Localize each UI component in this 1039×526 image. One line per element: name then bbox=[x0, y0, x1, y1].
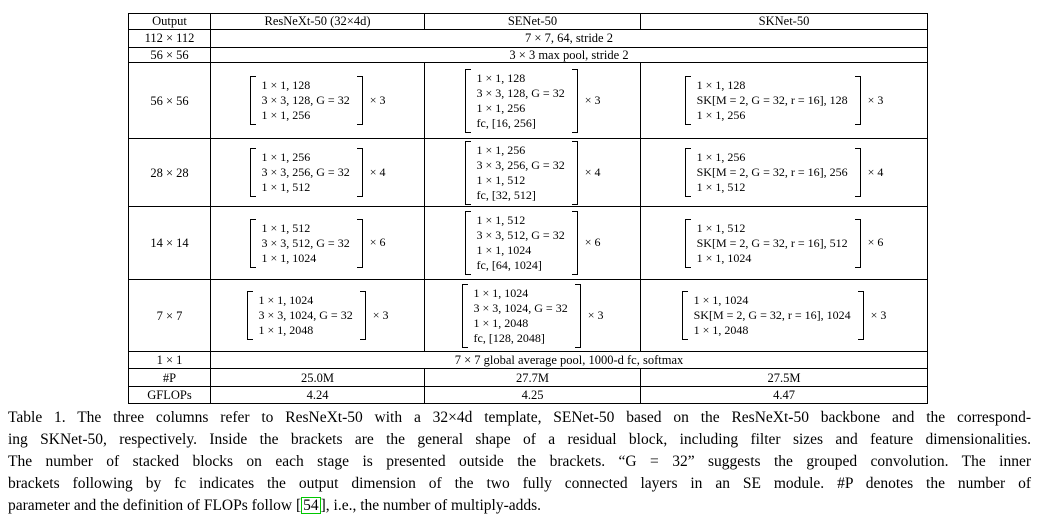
block-line: 3 × 3, 512, G = 32 bbox=[261, 235, 350, 250]
block-line: 1 × 1, 256 bbox=[261, 150, 311, 165]
bracket-right-icon bbox=[357, 219, 363, 268]
residual-block bbox=[250, 76, 386, 125]
params-label: #P bbox=[129, 369, 211, 387]
caption-line: brackets following by fc indicates the output dimension of the two fully connected layers in an SE module. #P denotes the number of bbox=[8, 475, 1031, 492]
block-multiplier: × 3 bbox=[369, 92, 386, 107]
block-line: SK[M = 2, G = 32, r = 16], 512 bbox=[696, 235, 848, 250]
resnext-block-cell bbox=[211, 280, 425, 352]
bracket-right-icon bbox=[360, 291, 366, 340]
residual-block bbox=[685, 219, 884, 268]
bracket-right-icon bbox=[575, 284, 581, 348]
stage-row-7 bbox=[129, 280, 928, 352]
sknet-block-cell bbox=[641, 63, 928, 139]
block-line: 1 × 1, 256 bbox=[696, 150, 746, 165]
resnext-block-cell bbox=[211, 207, 425, 280]
sknet-block-cell bbox=[641, 207, 928, 280]
stem-conv-cell: 7 × 7, 64, stride 2 bbox=[211, 30, 928, 48]
header-sknet: SKNet-50 bbox=[641, 14, 928, 30]
bracket-right-icon bbox=[572, 141, 578, 205]
block-line: 3 × 3, 128, G = 32 bbox=[261, 93, 350, 108]
block-multiplier: × 3 bbox=[584, 92, 601, 107]
block-line: 1 × 1, 2048 bbox=[258, 323, 314, 338]
block-line: SK[M = 2, G = 32, r = 16], 1024 bbox=[693, 308, 851, 323]
block-line: 1 × 1, 512 bbox=[476, 213, 526, 228]
block-multiplier: × 4 bbox=[584, 164, 601, 179]
block-line: 3 × 3, 1024, G = 32 bbox=[473, 300, 568, 315]
resnext-block-cell bbox=[211, 63, 425, 139]
block-line: 1 × 1, 512 bbox=[696, 180, 746, 195]
block-line: 1 × 1, 2048 bbox=[693, 323, 749, 338]
bracket-right-icon bbox=[572, 211, 578, 275]
block-line: 1 × 1, 1024 bbox=[476, 243, 532, 258]
caption-line: The number of stacked blocks on each stage is presented outside the brackets. “G = 32” suggests the grouped convolution. The inner bbox=[8, 453, 1031, 470]
caption-line: Table 1. The three columns refer to ResNeXt-50 with a 32×4d template, SENet-50 based on the ResNeXt-50 backbone and the correspond- bbox=[8, 409, 1031, 426]
block-line: 3 × 3, 512, G = 32 bbox=[476, 228, 565, 243]
block-multiplier: × 3 bbox=[870, 307, 887, 322]
bracket-right-icon bbox=[357, 148, 363, 197]
senet-block-cell bbox=[425, 280, 641, 352]
bracket-right-icon bbox=[855, 76, 861, 125]
gflops-label: GFLOPs bbox=[129, 387, 211, 404]
residual-block bbox=[682, 291, 887, 340]
block-line: 1 × 1, 256 bbox=[261, 108, 311, 123]
block-line: 1 × 1, 128 bbox=[476, 70, 526, 85]
output-size-cell: 7 × 7 bbox=[129, 280, 211, 352]
block-line: 3 × 3, 256, G = 32 bbox=[476, 157, 565, 172]
block-multiplier: × 3 bbox=[587, 307, 604, 322]
block-line: 1 × 1, 1024 bbox=[693, 293, 749, 308]
architecture-table bbox=[128, 13, 928, 404]
caption-line bbox=[8, 495, 1031, 517]
caption-line: ing SKNet-50, respectively. Inside the brackets are the general shape of a residual block, including filter sizes and feature dimensionalities. bbox=[8, 431, 1031, 448]
block-line: 1 × 1, 256 bbox=[476, 142, 526, 157]
senet-block-cell bbox=[425, 207, 641, 280]
bracket-right-icon bbox=[855, 219, 861, 268]
residual-block bbox=[250, 148, 386, 197]
table-caption bbox=[8, 407, 1031, 517]
block-line: 1 × 1, 512 bbox=[261, 180, 311, 195]
params-value-senet: 27.7M bbox=[425, 369, 641, 387]
classifier-cell: 7 × 7 global average pool, 1000-d fc, softmax bbox=[211, 352, 928, 369]
block-line: fc, [16, 256] bbox=[476, 115, 536, 130]
block-line: 1 × 1, 1024 bbox=[473, 285, 529, 300]
block-multiplier: × 6 bbox=[369, 235, 386, 250]
stem-row-maxpool bbox=[129, 48, 928, 63]
block-multiplier: × 6 bbox=[584, 235, 601, 250]
block-line: 1 × 1, 512 bbox=[476, 172, 526, 187]
block-line: 3 × 3, 128, G = 32 bbox=[476, 85, 565, 100]
stage-row-56 bbox=[129, 63, 928, 139]
block-multiplier: × 6 bbox=[867, 235, 884, 250]
block-line: 1 × 1, 512 bbox=[261, 220, 311, 235]
block-line: fc, [32, 512] bbox=[476, 187, 536, 202]
block-multiplier: × 3 bbox=[372, 307, 389, 322]
block-line: 1 × 1, 128 bbox=[696, 78, 746, 93]
citation-link[interactable]: 54 bbox=[303, 497, 319, 514]
residual-block bbox=[465, 141, 601, 205]
gflops-row bbox=[129, 387, 928, 404]
params-value-resnext: 25.0M bbox=[211, 369, 425, 387]
classifier-row bbox=[129, 352, 928, 369]
output-size-cell: 56 × 56 bbox=[129, 63, 211, 139]
gflops-value-resnext: 4.24 bbox=[211, 387, 425, 404]
gflops-value-senet: 4.25 bbox=[425, 387, 641, 404]
header-resnext: ResNeXt-50 (32×4d) bbox=[211, 14, 425, 30]
output-size-cell: 56 × 56 bbox=[129, 48, 211, 63]
residual-block bbox=[462, 284, 604, 348]
block-line: 1 × 1, 1024 bbox=[696, 250, 752, 265]
block-line: 1 × 1, 2048 bbox=[473, 315, 529, 330]
residual-block bbox=[250, 219, 386, 268]
bracket-right-icon bbox=[858, 291, 864, 340]
residual-block bbox=[465, 211, 601, 275]
bracket-right-icon bbox=[572, 69, 578, 133]
block-line: SK[M = 2, G = 32, r = 16], 256 bbox=[696, 165, 848, 180]
block-line: 3 × 3, 1024, G = 32 bbox=[258, 308, 353, 323]
block-line: SK[M = 2, G = 32, r = 16], 128 bbox=[696, 93, 848, 108]
header-senet: SENet-50 bbox=[425, 14, 641, 30]
senet-block-cell bbox=[425, 139, 641, 207]
stem-row-conv bbox=[129, 30, 928, 48]
residual-block bbox=[465, 69, 601, 133]
block-line: 1 × 1, 128 bbox=[261, 78, 311, 93]
output-size-cell: 112 × 112 bbox=[129, 30, 211, 48]
output-size-cell: 28 × 28 bbox=[129, 139, 211, 207]
caption-text: ], i.e., the number of multiply-adds. bbox=[320, 497, 542, 514]
residual-block bbox=[685, 76, 884, 125]
bracket-right-icon bbox=[357, 76, 363, 125]
stem-maxpool-cell: 3 × 3 max pool, stride 2 bbox=[211, 48, 928, 63]
block-line: 1 × 1, 256 bbox=[476, 100, 526, 115]
block-multiplier: × 4 bbox=[867, 164, 884, 179]
block-line: 1 × 1, 256 bbox=[696, 108, 746, 123]
residual-block bbox=[685, 148, 884, 197]
block-line: 1 × 1, 1024 bbox=[261, 250, 317, 265]
output-size-cell: 1 × 1 bbox=[129, 352, 211, 369]
resnext-block-cell bbox=[211, 139, 425, 207]
block-line: 1 × 1, 512 bbox=[696, 220, 746, 235]
caption-text: parameter and the definition of FLOPs follow [ bbox=[8, 497, 302, 514]
senet-block-cell bbox=[425, 63, 641, 139]
params-value-sknet: 27.5M bbox=[641, 369, 928, 387]
residual-block bbox=[247, 291, 389, 340]
stage-row-14 bbox=[129, 207, 928, 280]
sknet-block-cell bbox=[641, 280, 928, 352]
block-multiplier: × 4 bbox=[369, 164, 386, 179]
block-multiplier: × 3 bbox=[867, 92, 884, 107]
header-output: Output bbox=[129, 14, 211, 30]
block-line: fc, [128, 2048] bbox=[473, 330, 545, 345]
block-line: fc, [64, 1024] bbox=[476, 258, 542, 273]
sknet-block-cell bbox=[641, 139, 928, 207]
bracket-right-icon bbox=[855, 148, 861, 197]
stage-row-28 bbox=[129, 139, 928, 207]
block-line: 3 × 3, 256, G = 32 bbox=[261, 165, 350, 180]
output-size-cell: 14 × 14 bbox=[129, 207, 211, 280]
params-row bbox=[129, 369, 928, 387]
block-line: 1 × 1, 1024 bbox=[258, 293, 314, 308]
gflops-value-sknet: 4.47 bbox=[641, 387, 928, 404]
table-header-row bbox=[129, 14, 928, 30]
